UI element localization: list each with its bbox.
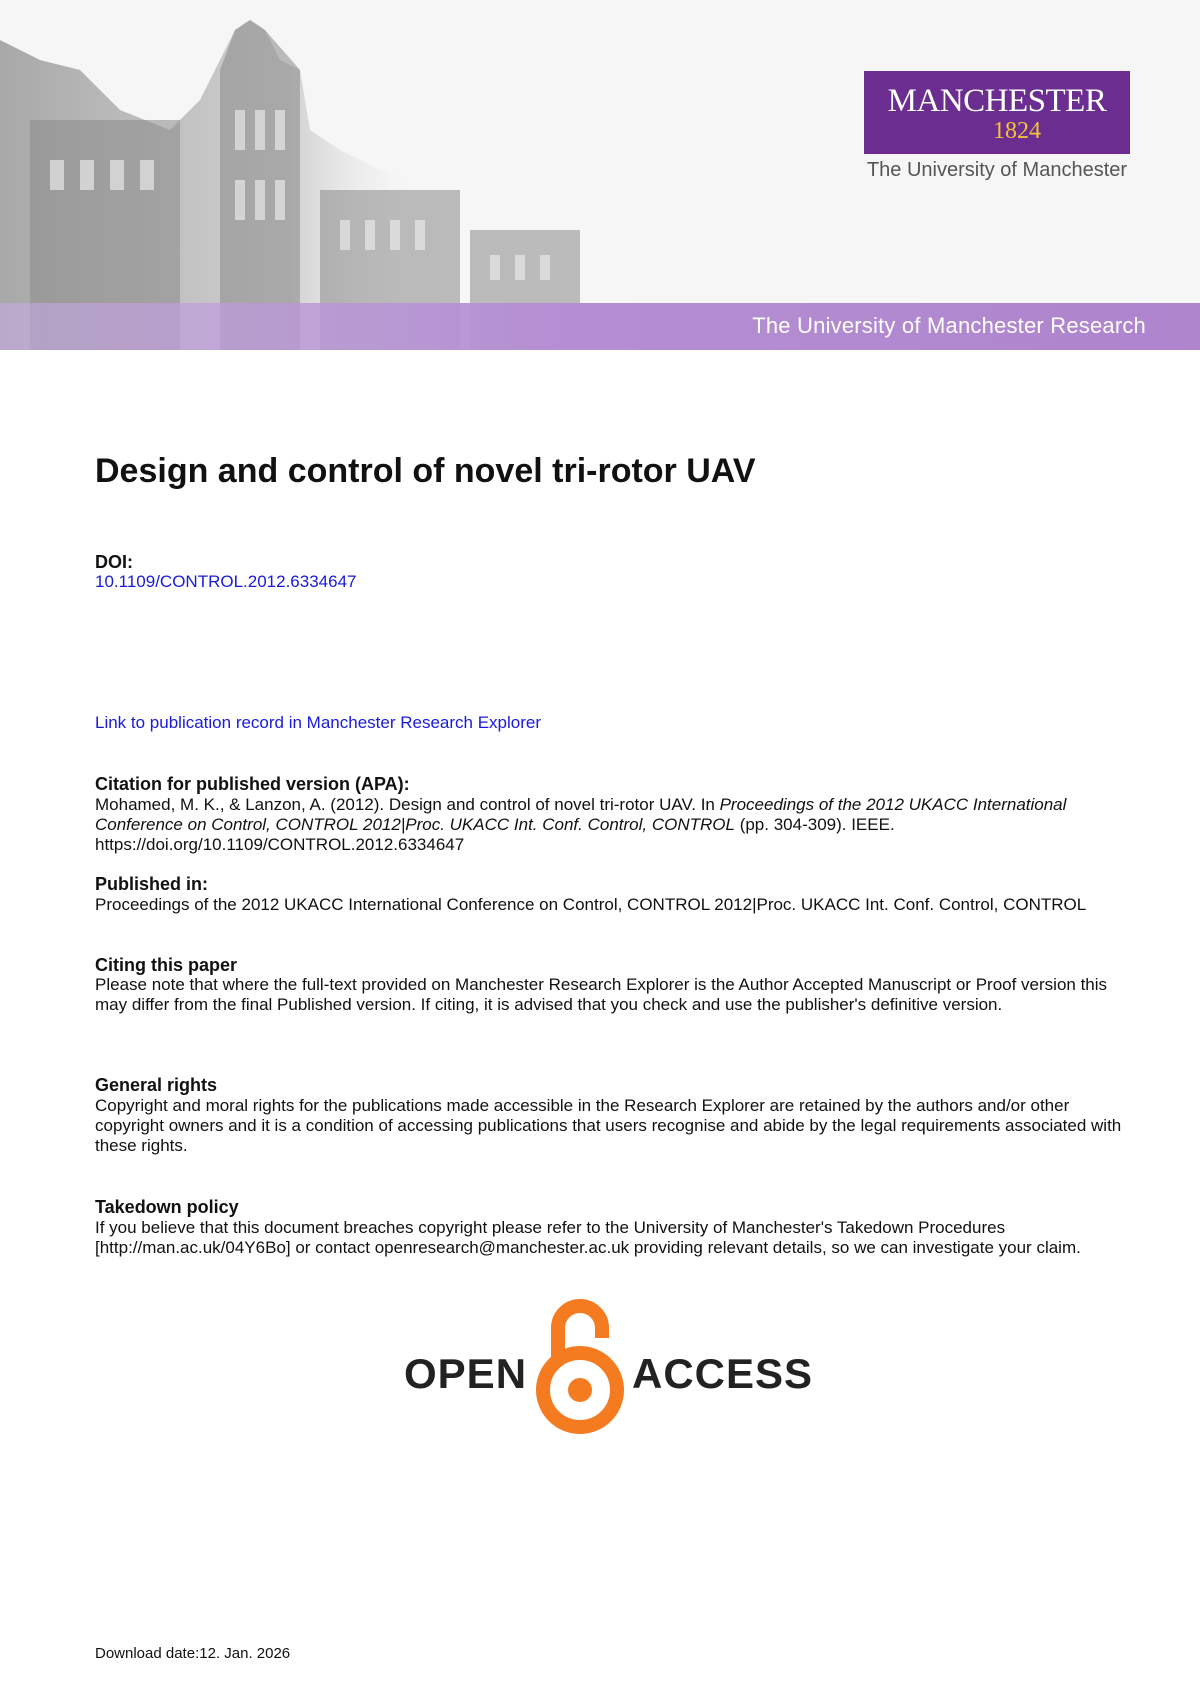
page-title: Design and control of novel tri-rotor UAV <box>95 452 756 490</box>
citation-text <box>95 795 1125 855</box>
takedown-label: Takedown policy <box>95 1197 239 1217</box>
open-access-access-text: ACCESS <box>632 1350 814 1397</box>
general-rights-text: Copyright and moral rights for the publications made accessible in the Research Explorer are retained by the authors and/or other copyright owners and it is a condition of accessing publications that users recognise and abide by the legal requirements associated with these rights. <box>95 1096 1122 1155</box>
logo-name: MANCHESTER <box>887 83 1107 119</box>
publication-record-link[interactable]: Link to publication record in Manchester Research Explorer <box>95 713 542 732</box>
citation-pages: (pp. 304-309). IEEE. https://doi.org/10.1109/CONTROL.2012.6334647 <box>95 815 895 854</box>
doi-label: DOI: <box>95 552 133 572</box>
general-rights-label: General rights <box>95 1075 218 1095</box>
published-in-text: Proceedings of the 2012 UKACC International Conference on Control, CONTROL 2012|Proc. UKACC Int. Conf. Control, CONTROL <box>95 895 1087 914</box>
published-in-label: Published in: <box>95 874 209 894</box>
open-access-open-text: OPEN <box>404 1350 528 1397</box>
doi-link[interactable]: 10.1109/CONTROL.2012.6334647 <box>95 572 357 591</box>
citing-text: Please note that where the full-text provided on Manchester Research Explorer is the Author Accepted Manuscript or Proof version this may differ from the final Published version. If citing, it is advised that you check and use the publisher's definitive version. <box>95 975 1108 1014</box>
logo-year: 1824 <box>993 118 1041 144</box>
header-banner <box>0 0 1200 350</box>
download-date: Download date:12. Jan. 2026 <box>95 1645 291 1662</box>
takedown-text: If you believe that this document breaches copyright please refer to the University of Manchester's Takedown Procedures [http://man.ac.uk/04Y6Bo] or contact openresearch@manchester.ac.uk providing relevant details, so we can investigate your claim. <box>95 1218 1081 1257</box>
open-lock-icon <box>530 1290 630 1440</box>
citation-label: Citation for published version (APA): <box>95 774 410 794</box>
logo-subtitle: The University of Manchester <box>866 159 1128 181</box>
citing-label: Citing this paper <box>95 955 238 975</box>
citation-proceedings: Proceedings of the 2012 UKACC International Conference on Control, CONTROL 2012|Proc. UKACC Int. Conf. Control, CONTROL <box>95 795 1067 834</box>
citation-authors: Mohamed, M. K., & Lanzon, A. (2012). Design and control of novel tri-rotor UAV. In <box>95 795 720 814</box>
manchester-logo <box>864 71 1130 154</box>
banner-title: The University of Manchester Research <box>752 313 1146 338</box>
